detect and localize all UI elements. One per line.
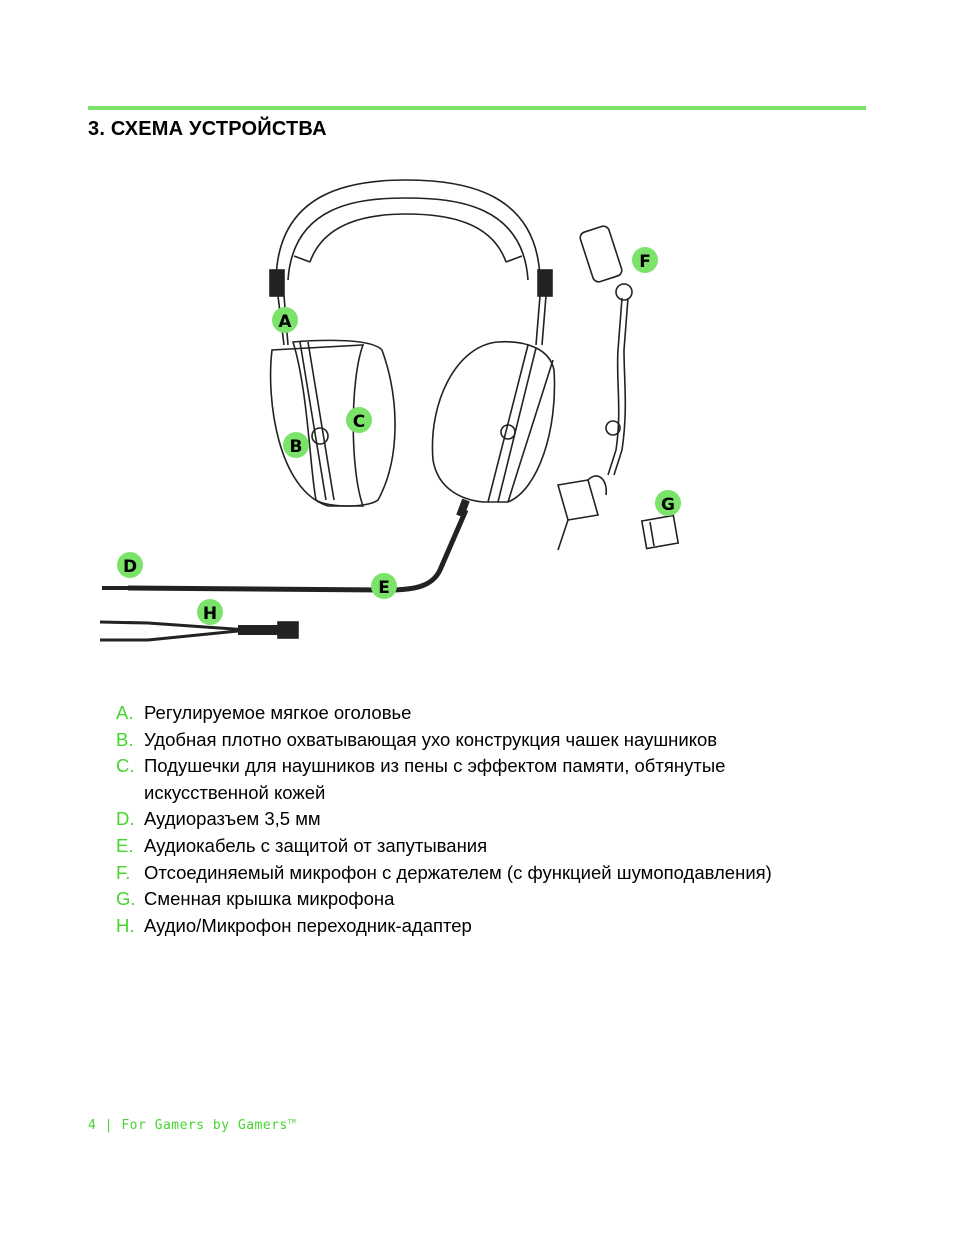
legend-item-h: H. Аудио/Микрофон переходник-адаптер <box>116 914 472 936</box>
legend-item-e: E. Аудиокабель с защитой от запутывания <box>116 834 488 856</box>
legend-item-b: B. Удобная плотно охватывающая ухо конструкция чашек наушников <box>116 728 718 750</box>
footer-separator: | <box>104 1118 113 1133</box>
legend-item-c: C. Подушечки для наушников из пены с эффектом памяти, обтянутые искусственной кожей <box>116 755 726 803</box>
right-hinge <box>538 270 552 296</box>
svg-text:B: B <box>289 437 303 457</box>
mic-cover <box>642 515 678 548</box>
headband <box>276 180 540 280</box>
svg-text:A: A <box>278 312 292 332</box>
headset-diagram <box>88 170 808 670</box>
parts-legend <box>116 700 844 939</box>
svg-text:E: E <box>378 578 390 598</box>
page-number: 4 <box>88 1118 97 1133</box>
callout-A <box>272 307 298 333</box>
right-ear-cup <box>432 342 554 502</box>
svg-text:D: D <box>122 557 138 577</box>
legend-item-d: D. Аудиоразъем 3,5 мм <box>116 808 321 830</box>
left-hinge <box>270 270 284 296</box>
callout-G <box>655 490 681 516</box>
legend-item-a: A. Регулируемое мягкое оголовье <box>116 702 412 723</box>
legend-item-g: G. Сменная крышка микрофона <box>116 888 395 910</box>
section-title: 3. СХЕМА УСТРОЙСТВА <box>88 118 327 140</box>
callout-C <box>346 407 372 433</box>
trademark: TM <box>287 1118 297 1126</box>
footer-tagline: For Gamers by Gamers <box>121 1118 288 1133</box>
section-divider <box>88 106 866 110</box>
svg-text:C: C <box>352 412 366 432</box>
svg-text:F: F <box>639 252 651 272</box>
audio-cable <box>102 500 466 590</box>
callout-D <box>117 552 143 578</box>
callout-E <box>371 573 397 599</box>
svg-text:G: G <box>661 495 675 515</box>
callout-F <box>632 247 658 273</box>
callout-B <box>283 432 309 458</box>
legend-item-f: F. Отсоединяемый микрофон с держателем (с функцией шумоподавления) <box>116 861 772 883</box>
callout-H <box>197 599 223 625</box>
detachable-microphone <box>558 225 632 550</box>
svg-text:H: H <box>202 604 218 624</box>
y-adapter <box>100 622 298 640</box>
left-ear-cup <box>271 340 395 506</box>
page-footer <box>88 1118 296 1133</box>
